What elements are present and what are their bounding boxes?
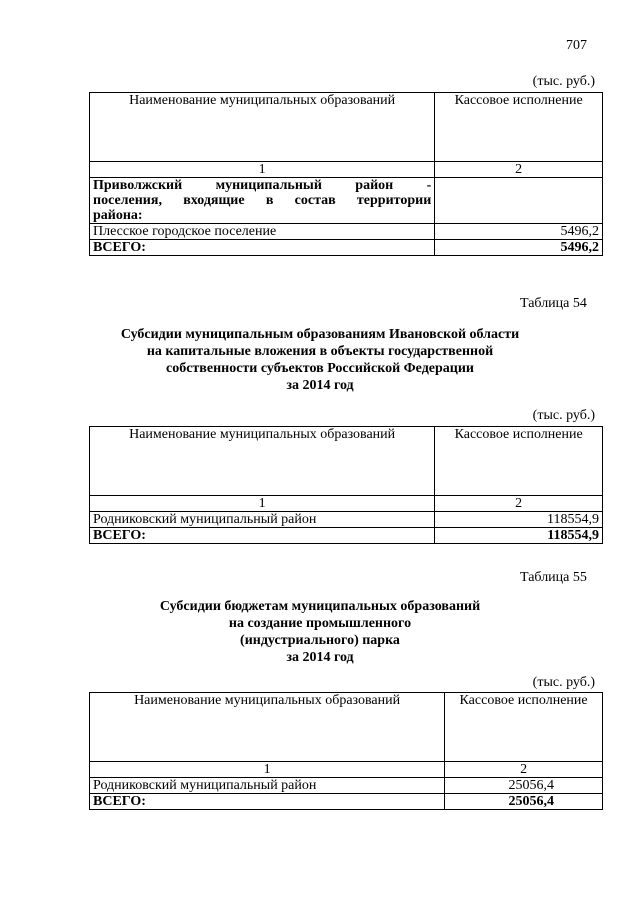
- col-value-header: Кассовое исполнение: [435, 427, 603, 496]
- row-name: Родниковский муниципальный район: [90, 512, 435, 528]
- total-label: ВСЕГО:: [90, 240, 435, 256]
- col-number: 2: [435, 496, 603, 512]
- total-value: 5496,2: [435, 240, 603, 256]
- top-table: [89, 92, 603, 256]
- unit-label: (тыс. руб.): [532, 675, 595, 690]
- table-54-title: Субсидии муниципальным образованиям Ивановской области на капитальные вложения в объекты государственной собственности субъектов Российской Федерации за 2014 год: [120, 327, 520, 393]
- col-number: 1: [90, 762, 445, 778]
- col-number: 1: [90, 162, 435, 178]
- col-name-header: Наименование муниципальных образований: [90, 93, 435, 162]
- total-row: [90, 794, 603, 810]
- table-54-label: Таблица 54: [520, 296, 587, 311]
- col-value-header: Кассовое исполнение: [435, 93, 603, 162]
- col-value-header: Кассовое исполнение: [445, 693, 603, 762]
- col-name-header: Наименование муниципальных образований: [90, 427, 435, 496]
- total-value: 25056,4: [445, 794, 603, 810]
- row-value: 25056,4: [445, 778, 603, 794]
- table-row: [90, 178, 603, 224]
- table-54: [89, 426, 603, 544]
- col-number: 2: [445, 762, 603, 778]
- col-name-header: Наименование муниципальных образований: [90, 693, 445, 762]
- unit-label: (тыс. руб.): [532, 74, 595, 89]
- total-value: 118554,9: [435, 528, 603, 544]
- unit-label: (тыс. руб.): [532, 408, 595, 423]
- table-row: [90, 512, 603, 528]
- row-value: 118554,9: [435, 512, 603, 528]
- table-55-label: Таблица 55: [520, 570, 587, 585]
- row-value: 5496,2: [435, 224, 603, 240]
- table-row: [90, 778, 603, 794]
- table-row: [90, 224, 603, 240]
- total-row: [90, 240, 603, 256]
- col-number: 1: [90, 496, 435, 512]
- row-name: Родниковский муниципальный район: [90, 778, 445, 794]
- row-name: Плесское городское поселение: [90, 224, 435, 240]
- table-55: [89, 692, 603, 810]
- total-label: ВСЕГО:: [90, 528, 435, 544]
- col-number: 2: [435, 162, 603, 178]
- total-label: ВСЕГО:: [90, 794, 445, 810]
- page-number: 707: [566, 38, 587, 53]
- table-55-title: Субсидии бюджетам муниципальных образований на создание промышленного (индустриального) парка за 2014 год: [159, 599, 481, 665]
- group-heading: Приволжский муниципальный район - поселения, входящие в состав территории района:: [90, 178, 435, 224]
- total-row: [90, 528, 603, 544]
